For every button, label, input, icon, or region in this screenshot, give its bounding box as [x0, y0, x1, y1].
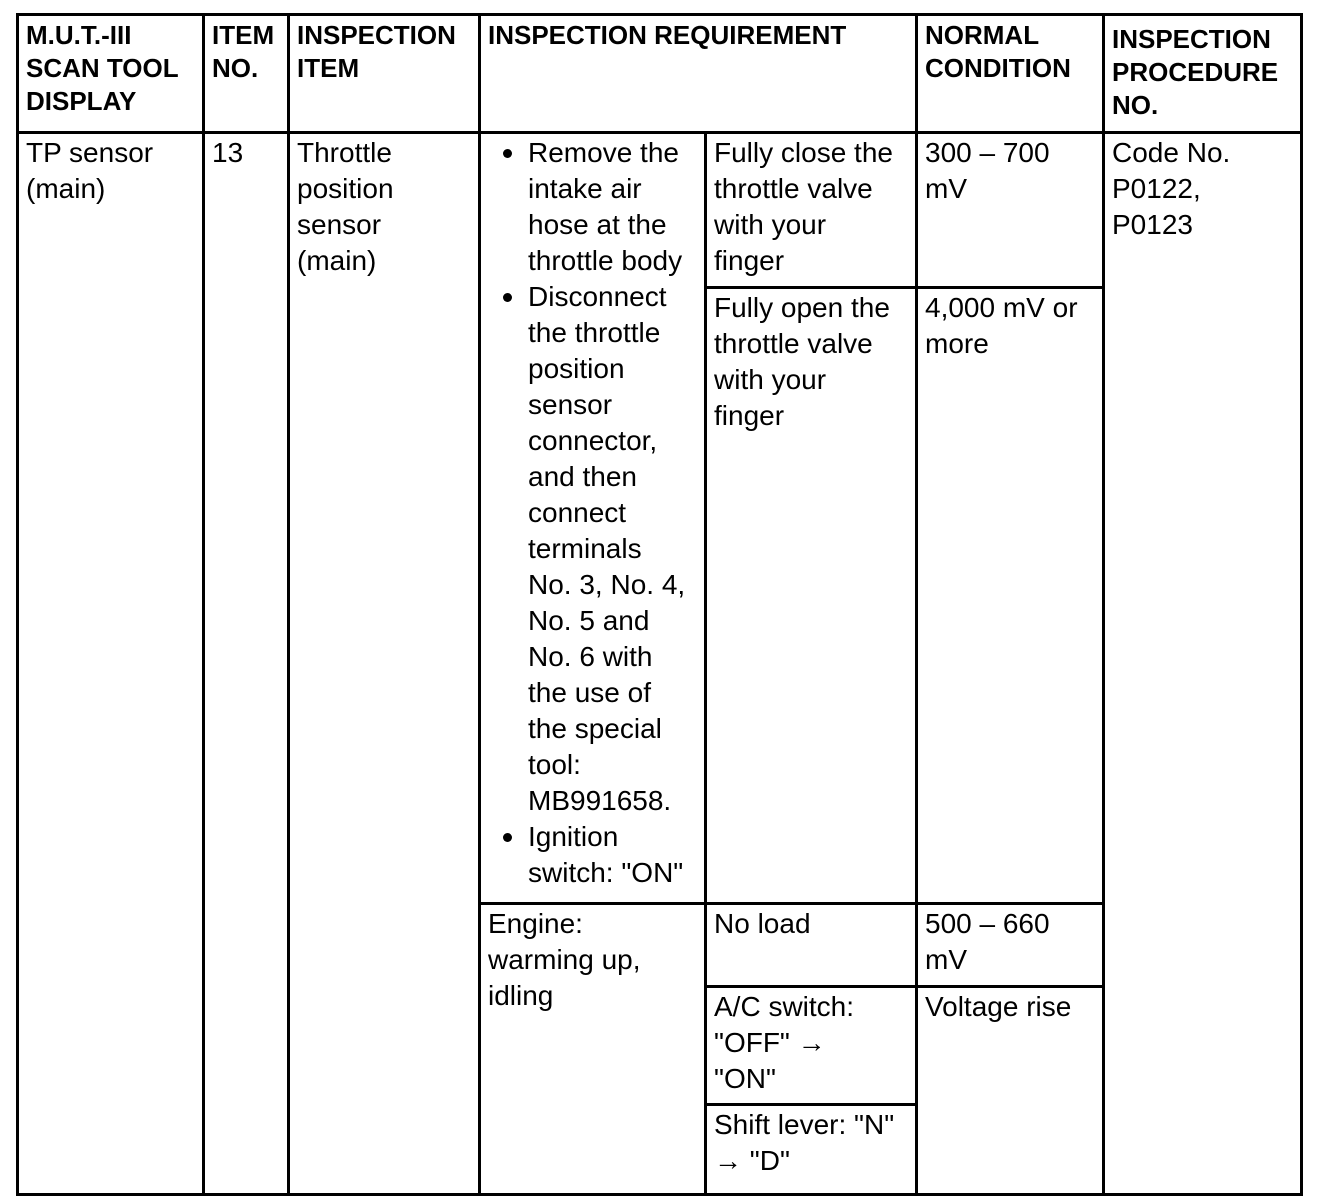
header-text: ITEM	[212, 20, 275, 50]
header-scan-tool-display	[18, 15, 204, 133]
step-text: the use of	[528, 677, 651, 708]
header-text: SCAN TOOL	[26, 53, 179, 83]
step-text: intake air	[528, 173, 642, 204]
cell-shift-lever	[706, 1105, 917, 1195]
step-item	[488, 135, 697, 279]
steps-list	[488, 135, 697, 891]
step-text: tool:	[528, 749, 581, 780]
cell-text: (main)	[26, 173, 106, 204]
step-text: throttle body	[528, 245, 683, 276]
cell-normal-open	[917, 288, 1104, 904]
cell-text: → "D"	[714, 1145, 790, 1176]
cell-text: 300 – 700	[925, 137, 1050, 168]
cell-engine-condition	[480, 904, 706, 1195]
cell-text: No load	[714, 908, 811, 939]
header-text: INSPECTION REQUIREMENT	[488, 20, 847, 50]
cell-normal-voltage-rise	[917, 987, 1104, 1195]
header-text: PROCEDURE	[1112, 57, 1279, 87]
cell-text: (main)	[297, 245, 377, 276]
cell-text: throttle valve	[714, 328, 873, 359]
cell-text: Engine:	[488, 908, 583, 939]
cell-ac-switch	[706, 987, 917, 1105]
step-text: the throttle	[528, 317, 661, 348]
cell-text: idling	[488, 980, 554, 1011]
header-inspection-requirement	[480, 15, 917, 133]
cell-item-no	[204, 133, 289, 1195]
cell-text: finger	[714, 245, 785, 276]
cell-text: throttle valve	[714, 173, 873, 204]
cell-text: mV	[925, 944, 967, 975]
cell-text: Shift lever: "N"	[714, 1109, 895, 1140]
header-inspection-item	[289, 15, 480, 133]
step-text: No. 3, No. 4,	[528, 569, 686, 600]
cell-text: position	[297, 173, 394, 204]
cell-procedure-no	[1104, 133, 1302, 1195]
step-text: connect	[528, 497, 627, 528]
cell-text: mV	[925, 173, 967, 204]
step-text: MB991658.	[528, 785, 672, 816]
cell-text: "ON"	[714, 1063, 776, 1094]
cell-condition-open	[706, 288, 917, 904]
step-text: terminals	[528, 533, 642, 564]
cell-text: P0122,	[1112, 173, 1201, 204]
cell-text: with your	[714, 209, 827, 240]
cell-text: 4,000 mV or	[925, 292, 1078, 323]
cell-text: Voltage rise	[925, 991, 1072, 1022]
header-row	[18, 15, 1302, 133]
cell-inspection-item	[289, 133, 480, 1195]
header-text: INSPECTION	[297, 20, 456, 50]
cell-text: sensor	[297, 209, 382, 240]
cell-text: P0123	[1112, 209, 1193, 240]
inspection-table	[16, 13, 1303, 1196]
header-text: DISPLAY	[26, 86, 137, 116]
header-inspection-procedure-no	[1104, 15, 1302, 133]
step-text: position	[528, 353, 625, 384]
step-text: the special	[528, 713, 662, 744]
step-text: No. 6 with	[528, 641, 653, 672]
step-text: sensor	[528, 389, 613, 420]
cell-text: TP sensor	[26, 137, 154, 168]
cell-text: warming up,	[488, 944, 641, 975]
step-text: and then	[528, 461, 637, 492]
cell-normal-no-load	[917, 904, 1104, 987]
header-text: CONDITION	[925, 53, 1071, 83]
step-text: connector,	[528, 425, 658, 456]
cell-text: 500 – 660	[925, 908, 1050, 939]
header-text: NO.	[212, 53, 259, 83]
header-text: NO.	[1112, 90, 1159, 120]
cell-scan-tool-display	[18, 133, 204, 1195]
cell-text: 13	[212, 137, 244, 168]
step-item	[488, 279, 697, 819]
cell-text: with your	[714, 364, 827, 395]
cell-requirement-steps	[480, 133, 706, 904]
header-text: M.U.T.-III	[26, 20, 132, 50]
header-text: INSPECTION	[1112, 24, 1271, 54]
step-text: Ignition	[528, 821, 619, 852]
cell-text: "OFF" →	[714, 1027, 826, 1058]
step-item	[488, 819, 697, 891]
cell-text: A/C switch:	[714, 991, 855, 1022]
table-row	[18, 133, 1302, 288]
cell-text: more	[925, 328, 989, 359]
step-text: Disconnect	[528, 281, 667, 312]
cell-text: Throttle	[297, 137, 392, 168]
cell-text: Code No.	[1112, 137, 1231, 168]
header-item-no	[204, 15, 289, 133]
header-text: ITEM	[297, 53, 360, 83]
header-normal-condition	[917, 15, 1104, 133]
cell-text: Fully close the	[714, 137, 893, 168]
cell-text: finger	[714, 400, 785, 431]
cell-normal-close	[917, 133, 1104, 288]
cell-no-load	[706, 904, 917, 987]
step-text: Remove the	[528, 137, 679, 168]
step-text: switch: "ON"	[528, 857, 684, 888]
cell-text: Fully open the	[714, 292, 890, 323]
cell-condition-close	[706, 133, 917, 288]
header-text: NORMAL	[925, 20, 1040, 50]
step-text: No. 5 and	[528, 605, 650, 636]
step-text: hose at the	[528, 209, 667, 240]
